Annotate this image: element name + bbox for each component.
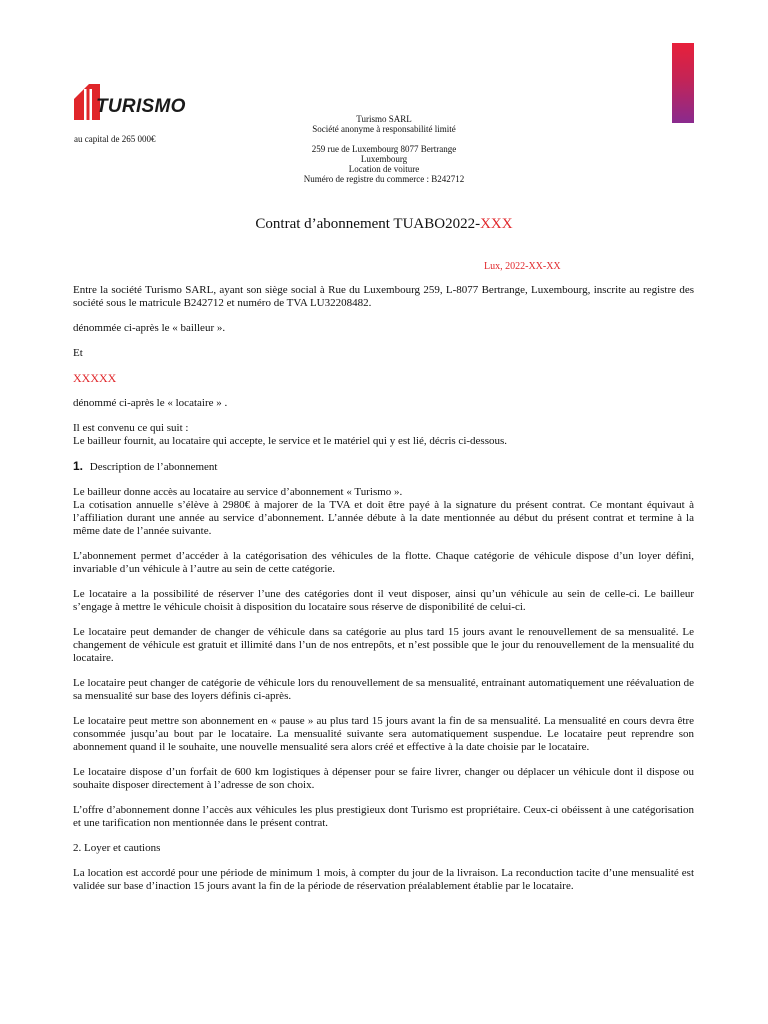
brand-accent-bar: [672, 43, 694, 123]
section-1-title: Description de l’abonnement: [89, 461, 218, 473]
s1-paragraph-7: Le locataire dispose d’un forfait de 600 km logistiques à dépenser pour se faire livrer, changer ou déplacer un véhicule dont il dispose ou souhaite disposer directement à l’adresse de son choix.: [73, 766, 694, 791]
company-info: [250, 114, 518, 184]
company-activity: Location de voiture: [348, 164, 420, 174]
contract-body: [73, 284, 694, 905]
contract-title-prefix: Contrat d’abonnement TUABO2022-: [255, 216, 481, 232]
s2-paragraph-1: La location est accordé pour une période de minimum 1 mois, à compter du jour de la livraison. La reconduction tacite d’une mensualité est validée sur base d’inaction 15 jours avant la fin de la période de réservation préalablement établie par le locataire.: [73, 867, 694, 892]
intro-paragraph: Entre la société Turismo SARL, ayant son siège social à Rue du Luxembourg 259, L-8077 Bertrange, Luxembourg, inscrite au registre des société sous le matricule B242712 et numéro de TVA LU32208482.: [73, 284, 694, 309]
s1-paragraph-6: Le locataire peut mettre son abonnement en « pause » au plus tard 15 jours avant la fin de sa mensualité. La mensualité en cours devra être consommée jusqu’au bout par le locataire. La mensualité suivante sera automatiquement suspendue. Le locataire peut reprendre son abonnement quand il le souhaite, une nouvelle mensualité sera alors créé et effective à la date choisie par le locataire.: [73, 715, 694, 753]
section-2-heading: 2. Loyer et cautions: [73, 842, 161, 854]
s1-paragraph-8: L’offre d’abonnement donne l’accès aux véhicules les plus prestigieux dont Turismo est propriétaire. Ceux-ci obéissent à une catégorisation et une tarification non mentionnée dans le présent contrat.: [73, 804, 694, 829]
s1-paragraph-1a: Le bailleur donne accès au locataire au service d’abonnement « Turismo ».: [73, 486, 403, 498]
company-name: Turismo SARL: [356, 114, 412, 124]
contract-number-placeholder: XXX: [480, 216, 513, 232]
s1-paragraph-3: Le locataire a la possibilité de réserver l’une des catégories dont il veut disposer, ainsi qu’un véhicule au sein de celle-ci. Le bailleur s’engage à mettre le véhicule choisit à disposition du locataire sous réserve de disponibilité de celui-ci.: [73, 588, 694, 613]
turismo-logo: [74, 84, 204, 120]
share-capital: au capital de 265 000€: [74, 134, 156, 144]
contract-title: [0, 215, 768, 233]
s1-paragraph-5: Le locataire peut changer de catégorie de véhicule lors du renouvellement de sa mensualité, entrainant automatiquement une réévaluation de sa mensualité sur base des loyers définis ci-après.: [73, 677, 694, 702]
company-city: Luxembourg: [360, 154, 408, 164]
bailleur-definition: dénommée ci-après le « bailleur ».: [73, 322, 226, 334]
agreement-intro: Il est convenu ce qui suit :: [73, 422, 189, 434]
s1-paragraph-4: Le locataire peut demander de changer de véhicule dans sa catégorie au plus tard 15 jours avant le renouvellement de sa mensualité. Le changement de véhicule est gratuit et illimité dans l’un de nos entrepôts, et n’est possible que le jour du renouvellement de la mensualité du locataire.: [73, 626, 694, 664]
section-1-number: 1.: [73, 459, 84, 473]
and-separator: Et: [73, 347, 83, 359]
locataire-definition: dénommé ci-après le « locataire » .: [73, 397, 228, 409]
s1-paragraph-2: L’abonnement permet d’accéder à la catégorisation des véhicules de la flotte. Chaque catégorie de véhicule dispose d’un loyer défini, invariable d’un véhicule à l’autre au sein de cette catégorie.: [73, 550, 694, 575]
tenant-placeholder: XXXXX: [73, 371, 117, 385]
agreement-statement: Le bailleur fournit, au locataire qui accepte, le service et le matériel qui y est lié, décris ci-dessous.: [73, 435, 508, 447]
logo-wordmark: TURISMO: [96, 96, 186, 117]
contract-date: Lux, 2022-XX-XX: [484, 261, 561, 272]
company-type: Société anonyme à responsabilité limité: [312, 124, 456, 134]
section-1-heading: [73, 460, 694, 474]
company-register: Numéro de registre du commerce : B242712: [303, 174, 465, 184]
company-address: 259 rue de Luxembourg 8077 Bertrange: [311, 144, 457, 154]
s1-paragraph-1b: La cotisation annuelle s’élève à 2980€ à majorer de la TVA et doit être payé à la signature du présent contrat. Ce montant équivaut à l’affiliation durant une année au service d’abonnement. L’année débute à la date mentionnée au début du présent contrat et termine à la même date de l’année suivante.: [73, 499, 694, 537]
